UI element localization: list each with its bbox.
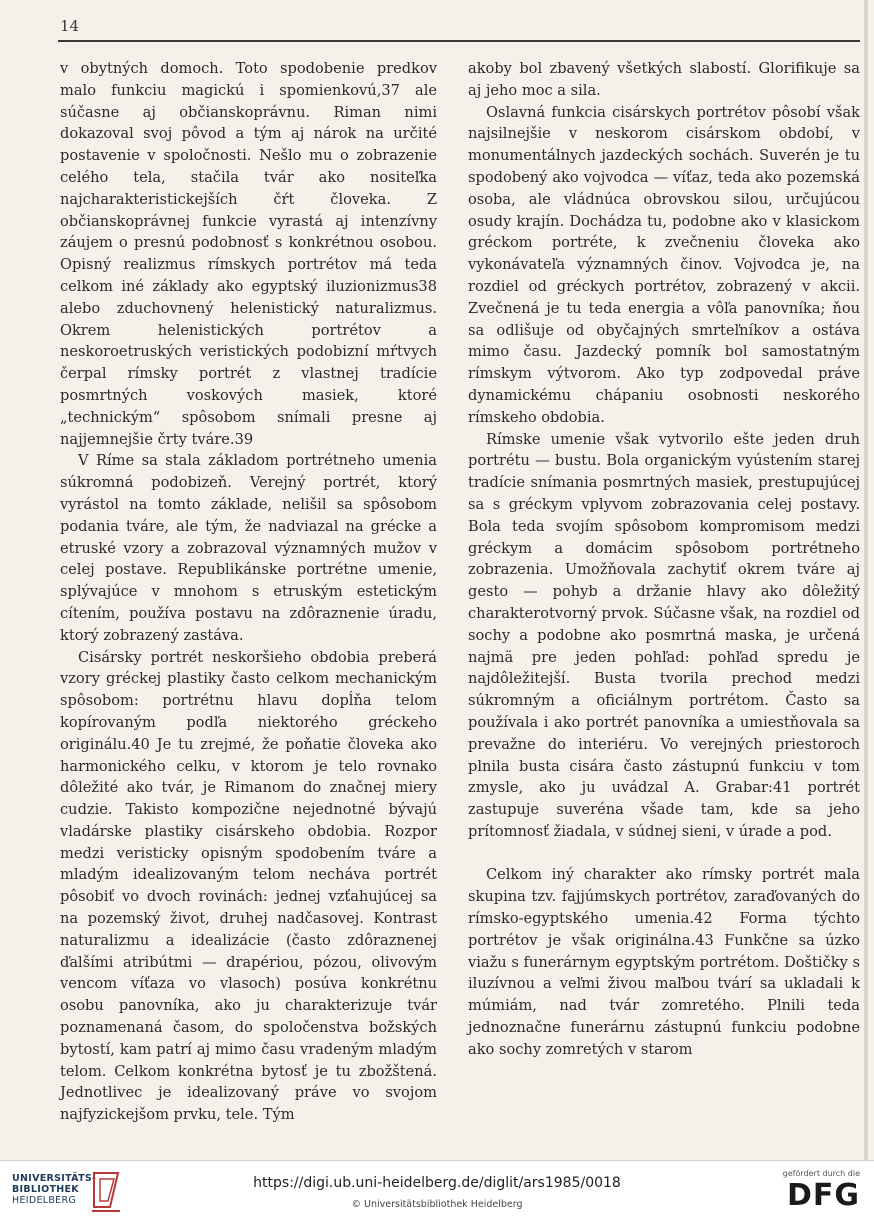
dfg-funded-label: gefördert durch die (782, 1169, 860, 1178)
library-name-line-3: HEIDELBERG (12, 1195, 77, 1206)
left-paragraph-1: v obytných domoch. Toto spodobenie predkov malo funkciu magickú i spomienkovú,37 ale súčasne aj občianskoprávnu. Riman nimi dokazoval svoj pôvod a tým aj nárok na určité postavenie v spoločnosti. Nešlo mu o zobrazenie celého tela, stačila tvár ako nositeľka najcharakteristickejších čŕt človeka. Z občianskoprávnej funkcie vyrastá aj intenzívny záujem o presnú podobnosť s konkrétnou osobou. Opisný realizmus rímskych portrétov má teda celkom iné základy ako egyptský iluzionizmus38 alebo zduchovnený helenistický naturalizmus. Okrem helenistických portrétov a neskoroetruských veristických podobizní mŕtvych čerpal rímsky portrét z vlastnej tradície posmrtných voskových masiek, ktoré „technickým“ spôsobom snímali presne aj najjemnejšie črty tváre.39 (60, 60, 437, 448)
right-paragraph-3: Rímske umenie však vytvorilo ešte jeden druh portrétu — bustu. Bola organickým vyústením starej tradície snímania posmrtných masiek, prestupujúcej sa s gréckym vplyvom zobrazovania celej postavy. Bola teda svojím spôsobom kompromisom medzi gréckym a domácim spôsobom portrétneho zobrazenia. Umožňovala zachytiť okrem tváre aj gesto — pohyb a držanie hlavy ako dôležitý charakterotvorný prvok. Súčasne však, na rozdiel od sochy a podobne ako posmrtná maska, je určená najmä pre jeden pohľad: pohľad spredu je najdôležitejší. Busta tvorila prechod medzi súkromným a oficiálnym portrétom. Často sa používala i ako portrét panovníka a umiestňovala sa prevažne do interiéru. Vo verejných priestoroch plnila busta cisára často zástupnú funkciu v tom zmysle, ako ju uvádzal A. Grabar:41 portrét zastupuje suveréna všade tam, kde sa jeho prítomnosť žiadala, v súdnej sieni, v úrade a pod. (468, 430, 860, 840)
right-column (468, 58, 860, 1061)
library-name-line-1: UNIVERSITÄTS- (12, 1173, 97, 1184)
dfg-funding-logo[interactable] (783, 1169, 860, 1211)
right-paragraph-1: akoby bol zbavený všetkých slabostí. Glorifikuje sa aj jeho moc a sila. (468, 60, 860, 99)
left-paragraph-2: V Ríme sa stala základom portrétneho umenia súkromná podobizeň. Verejný portrét, ktorý vyrástol na tomto základe, nelišil sa spôsobom podania tváre, ale tým, že nadviazal na grécke a etruské vzory a zobrazoval významných mužov v celej postave. Republikánske portrétne umenie, splývajúce v mnohom s etruským estetickým cítením, používa postavu na zdôraznenie úradu, ktorý zobrazený zastáva. (60, 452, 437, 644)
right-paragraph-4: Celkom iný charakter ako rímsky portrét mala skupina tzv. fajjúmskych portrétov, zaraďovaných do rímsko-egyptského umenia.42 Forma týchto portrétov je však originálna.43 Funkčne sa úzko viažu s funerárnym egyptským portrétom. Doštičky s iluzívnou a veľmi živou maľbou tvárí sa ukladali k múmiám, nad tvár zomretého. Plnili teda jednoznačne funerárnu zástupnú funkciu podobne ako sochy zomretých v starom (468, 866, 860, 1058)
viewer-footer (0, 1160, 874, 1223)
permalink-url[interactable]: https://digi.ub.uni-heidelberg.de/diglit/ars1985/0018 (253, 1175, 621, 1191)
header-rule (58, 40, 860, 42)
left-paragraph-3: Cisársky portrét neskoršieho obdobia preberá vzory gréckej plastiky často celkom mechanickým spôsobom: portrétnu hlavu dopĺňa telom kopírovaným podľa niektorého gréckeho originálu.40 Je tu zrejmé, že poňatie človeka ako harmonického celku, v ktorom je telo rovnako dôležité ako tvár, je Rimanom do značnej miery cudzie. Takisto kompozične nejednotné bývajú vladárske plastiky cisárskeho obdobia. Rozpor medzi veristicky opisným spodobením tváre a mladým idealizovaným telom necháva portrét pôsobiť vo dvoch rovinách: jednej vzťahujúcej sa na pozemský život, druhej nadčasovej. Kontrast naturalizmu a idealizácie (často zdôraznenej ďalšími atribútmi — drapériou, pózou, olivovým vencom víťaza vo vlasoch) posúva konkrétnu osobu panovníka, ako ju charakterizuje tvár poznamenaná časom, do spoločenstva božských bytostí, kam patrí aj mimo času vradeným mladým telom. Celkom konkrétna bytosť je tu zbožštená. Jednotlivec je idealizovaný práve vo svojom najfyzickejšom prvku, tele. Tým (60, 648, 437, 1124)
page-number: 14 (60, 17, 80, 35)
right-paragraph-2: Oslavná funkcia cisárskych portrétov pôsobí však najsilnejšie v neskorom cisárskom období, v monumentálnych jazdeckých sochách. Suverén je tu spodobený ako vojvodca — víťaz, teda ako pozemská osoba, ale vládnúca obrovskou silou, určujúcou osudy krajín. Dochádza tu, podobne ako v klasickom gréckom portréte, k zvečneniu človeka ako vykonávateľa významných činov. Vojvodca je, na rozdiel od gréckych portrétov, zobrazený v akcii. Zvečnená je tu teda energia a vôľa panovníka; ňou sa odlišuje od obyčajných smrteľníkov a ostáva mimo času. Jazdecký pomník bol samostatným rímskym výtvorom. Ako typ zodpovedal práve dynamickému chápaniu osobnosti neskorého rímskeho obdobia. (468, 103, 860, 426)
library-name-line-2: BIBLIOTHEK (12, 1184, 79, 1195)
left-column (60, 58, 437, 1126)
copyright-notice: © Universitätsbibliothek Heidelberg (351, 1199, 523, 1210)
page-edge-shadow (864, 0, 868, 1160)
dfg-logo-text: DFG (786, 1178, 860, 1213)
